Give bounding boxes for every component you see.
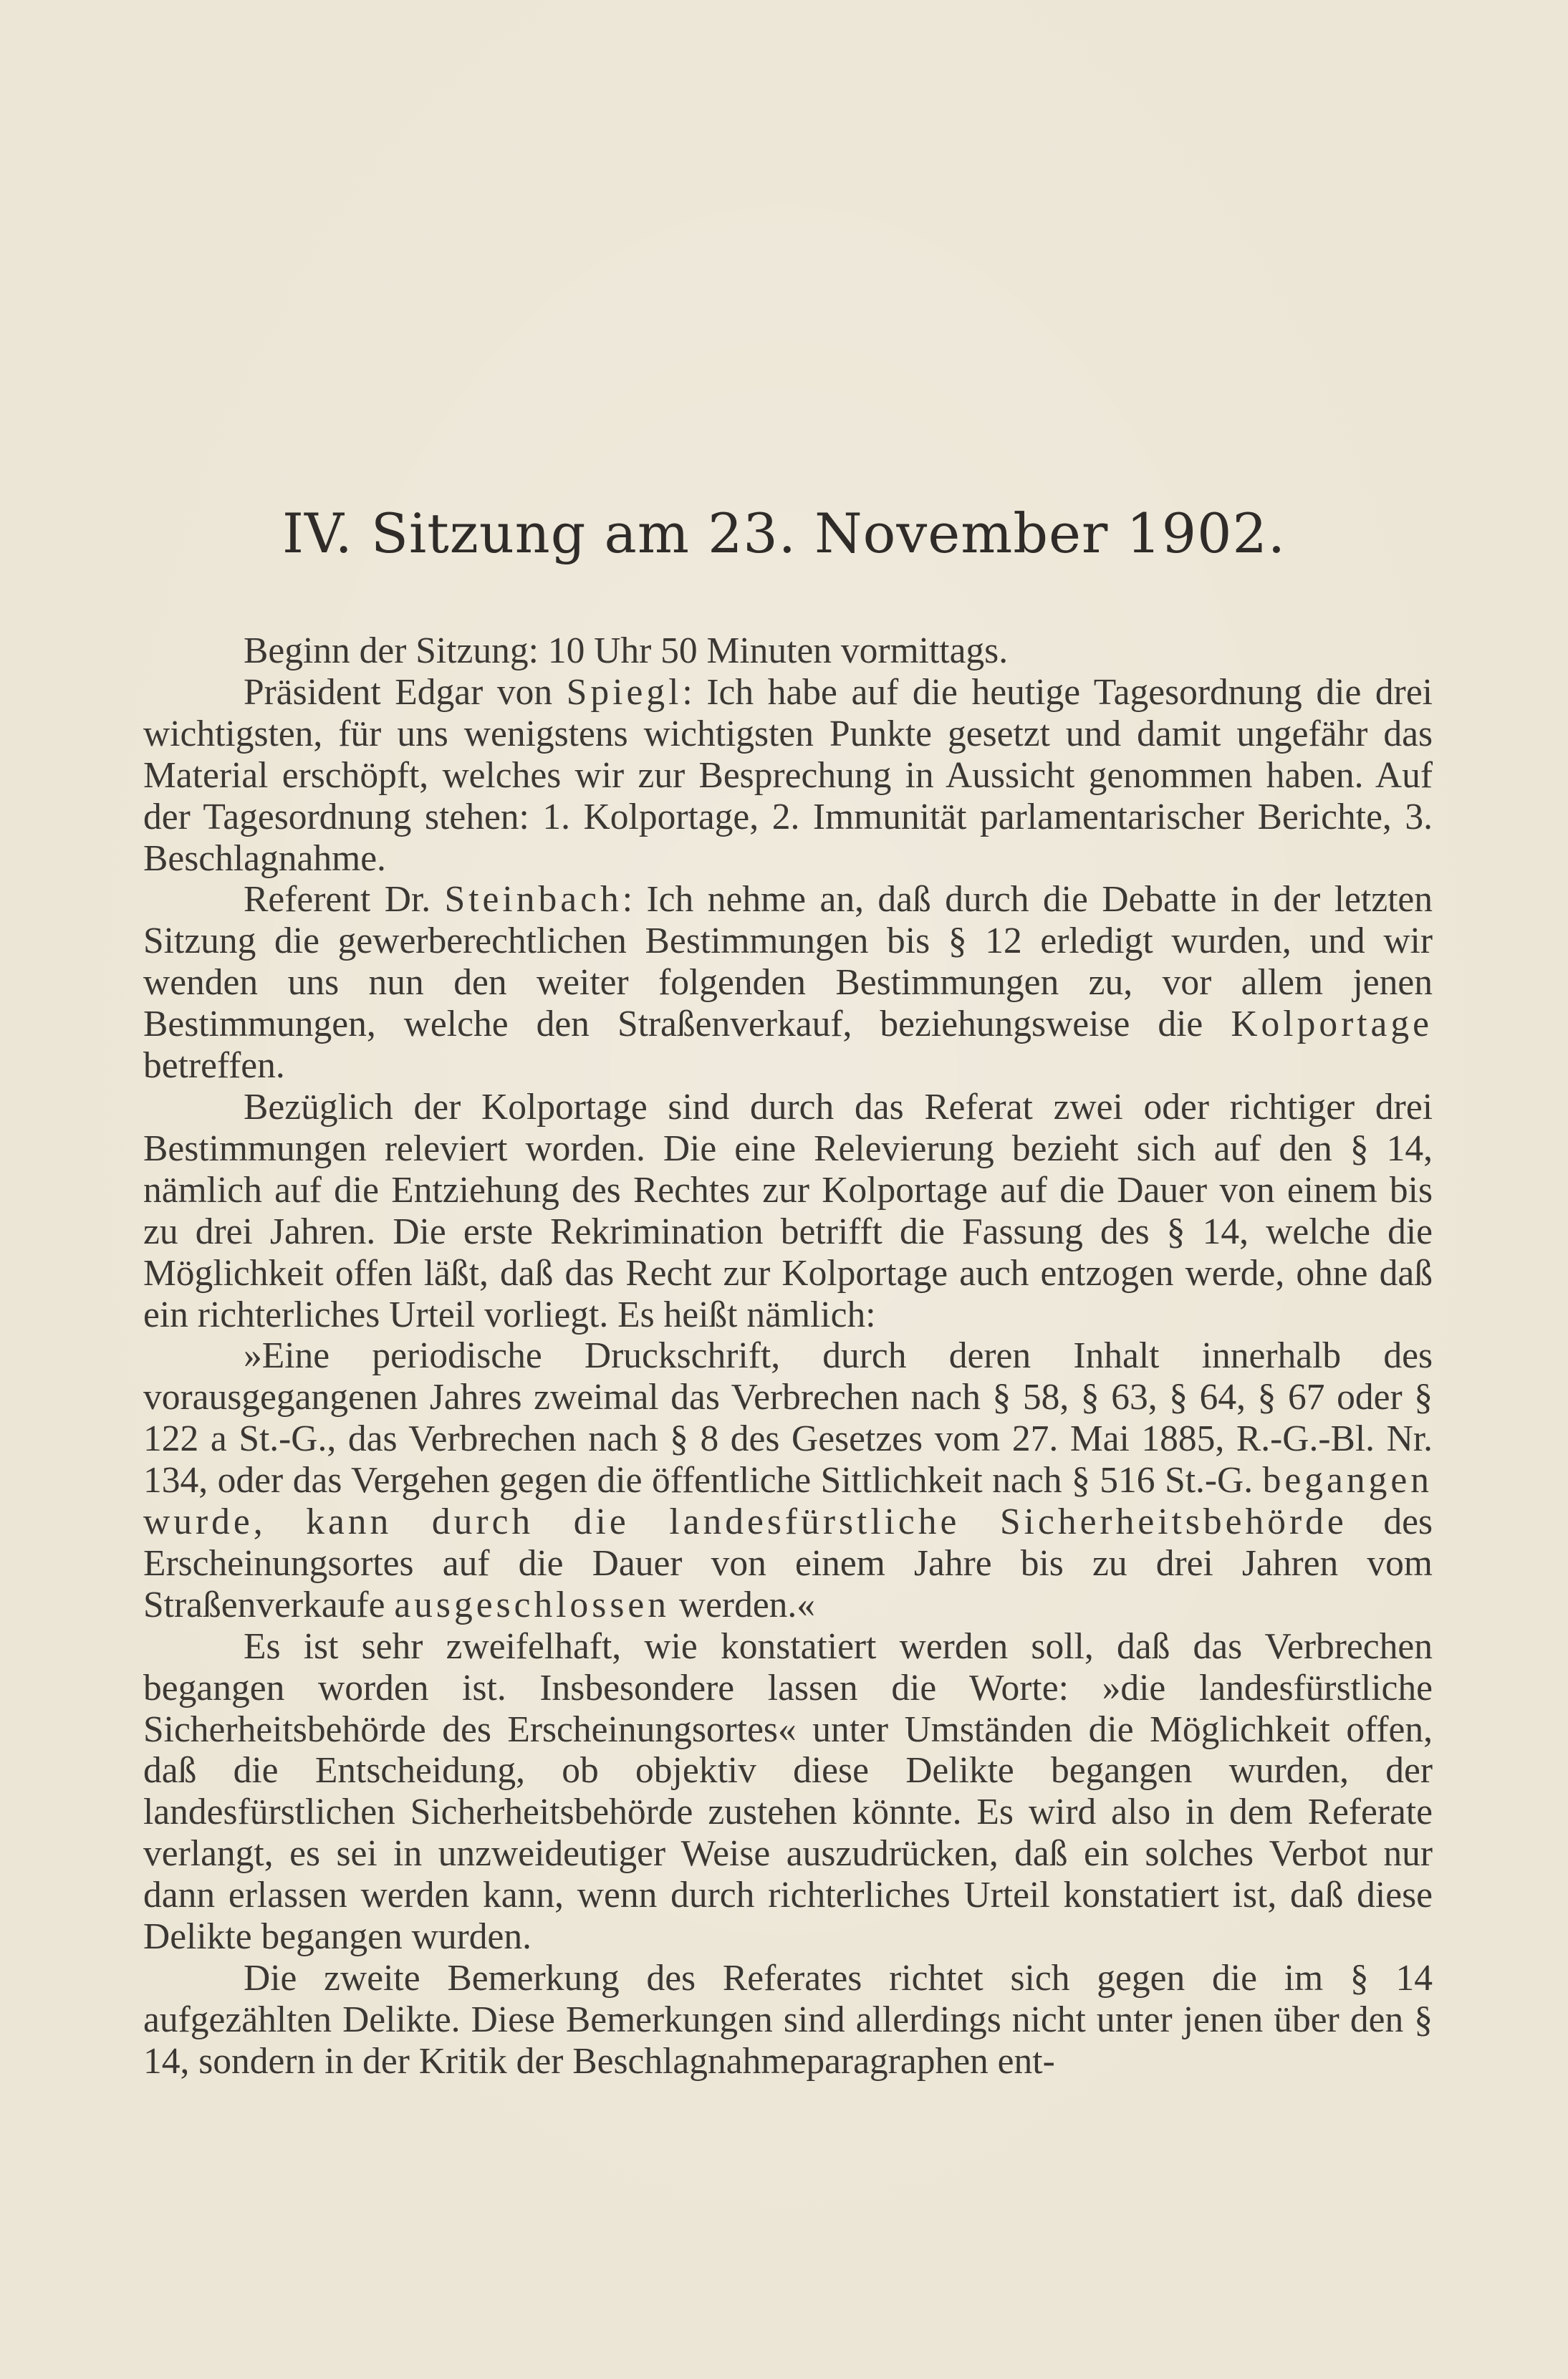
session-heading: IV. Sitzung am 23. November 1902. (282, 501, 1286, 565)
emphasis-text: ausgeschlossen (394, 1584, 670, 1625)
text-run: des Erscheinungsortes auf die Dauer von einem Jahre bis zu drei Jahren vom Straßenverkaufe (143, 1501, 1433, 1625)
emphasis-text: Kolportage (1231, 1004, 1433, 1045)
paragraph-doubt: Es ist sehr zweifelhaft, wie konstatiert werden soll, daß das Verbrechen begangen worden ist. Insbesondere lassen die Worte: »die landesfürstliche Sicherheitsbehörde des Erscheinungsortes« unter Umständen die Möglichkeit offen, daß die Entscheidung, ob objektiv diese Delikte begangen wurden, der landesfürstlichen Sicherheitsbehörde zustehen könnte. Es wird also in dem Referate verlangt, es sei in unzweideutiger Weise auszudrücken, daß ein solches Verbot nur dann erlassen werden kann, wenn durch richterliches Urteil konstatiert ist, daß diese Delikte begangen wurden. (143, 1625, 1433, 1958)
paragraph-session-start: Beginn der Sitzung: 10 Uhr 50 Minuten vormittags. (244, 630, 1009, 671)
paragraph-quotation (143, 1335, 1433, 1625)
paragraph-kolportage: Bezüglich der Kolportage sind durch das Referat zwei oder richtiger drei Bestimmungen releviert worden. Die eine Relevierung bezieht sich auf den § 14, nämlich auf die Entziehung des Rechtes zur Kolportage auf die Dauer von einem bis zu drei Jahren. Die erste Rekrimination betrifft die Fassung des § 14, welche die Möglichkeit offen läßt, daß das Recht zur Kolportage auch entzogen werde, ohne daß ein richterliches Urteil vorliegt. Es heißt nämlich: (143, 1086, 1433, 1335)
emphasis-text: begangen wurde, kann durch die landesfürstliche Sicherheitsbehörde (143, 1460, 1433, 1543)
body-text (143, 630, 1433, 2082)
speaker-name: Steinbach (444, 879, 622, 921)
text-run: werden.« (670, 1584, 816, 1625)
paragraph-referent (143, 879, 1433, 1087)
text-run: : Ich nehme an, daß durch die Debatte in der letzten Sitzung die gewerberechtlichen Bestimmungen bis § 12 erledigt wurden, und wir wenden uns nun den weiter folgenden Bestimmungen zu, vor allem jenen Bestimmungen, welche den Straßenverkauf, beziehungsweise die (143, 879, 1433, 1045)
paragraph-president (143, 672, 1433, 880)
text-run: Referent Dr. (244, 879, 445, 921)
text-run: : Ich habe auf die heutige Tagesordnung die drei wichtigsten, für uns wenigstens wichtigsten Punkte gesetzt und damit ungefähr das Material erschöpft, welches wir zur Besprechung in Aussicht genommen haben. Auf der Tagesordnung stehen: 1. Kolportage, 2. Immunität parlamentarischer Berichte, 3. Beschlagnahme. (143, 671, 1433, 879)
speaker-name: Spiegl (566, 671, 683, 713)
paragraph-second-remark: Die zweite Bemerkung des Referates richtet sich gegen die im § 14 aufgezählten Delikte. Diese Bemerkungen sind allerdings nicht unter jenen über den § 14, sondern in der Kritik der Beschlagnahmeparagraphen ent- (143, 1958, 1433, 2082)
text-run: »Eine periodische Druckschrift, durch deren Inhalt innerhalb des vorausgegangenen Jahres zweimal das Verbrechen nach § 58, § 63, § 64, § 67 oder § 122 a St.-G., das Verbrechen nach § 8 des Gesetzes vom 27. Mai 1885, R.-G.-Bl. Nr. 134, oder das Vergehen gegen die öffentliche Sittlichkeit nach § 516 St.-G. (143, 1335, 1433, 1501)
text-run: betreffen. (143, 1045, 285, 1087)
text-run: Präsident Edgar von (244, 671, 567, 713)
